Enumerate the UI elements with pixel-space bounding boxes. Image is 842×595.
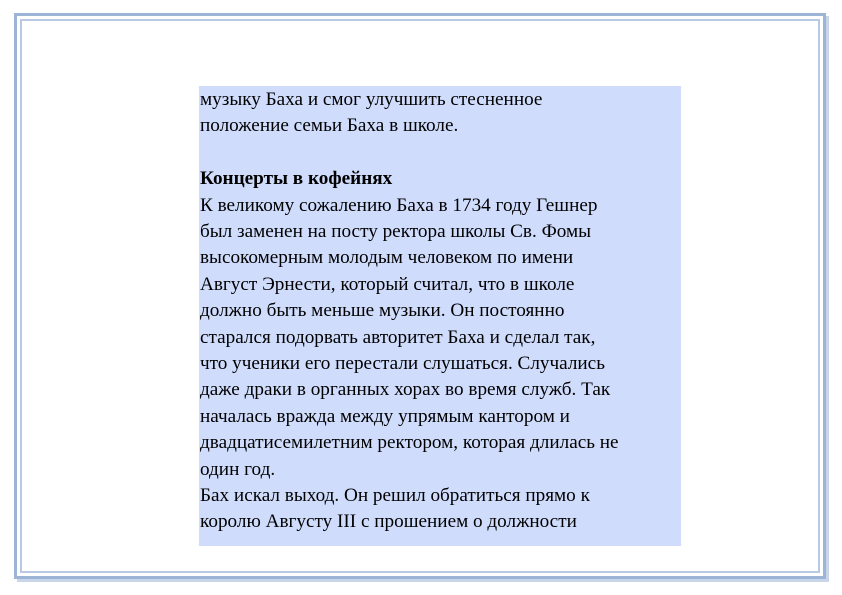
intro-line: положение семьи Баха в школе. (200, 115, 459, 137)
paragraph-spacer (200, 140, 681, 166)
paragraph-line: что ученики его перестали слушаться. Случались (200, 353, 605, 375)
paragraph-line: началась вражда между упрямым кантором и (200, 405, 570, 427)
paragraph-line: Август Эрнести, который считал, что в школе (200, 273, 575, 295)
intro-line: музыку Баха и смог улучшить стесненное (200, 89, 543, 110)
paragraph-line: Бах искал выход. Он решил обратиться прямо к (200, 485, 590, 507)
section-heading: Концерты в кофейнях (200, 168, 393, 190)
paragraph-line: К великому сожалению Баха в 1734 году Гешнер (200, 194, 598, 216)
paragraph-line: один год. (200, 458, 276, 480)
paragraph-line: королю Августу III с прошением о должности (200, 511, 577, 533)
paragraph-line: двадцатисемилетним ректором, которая длилась не (200, 432, 619, 454)
frame-shadow-right (826, 16, 829, 582)
paragraph-line: высокомерным молодым человеком по имени (200, 247, 574, 269)
paragraph-line: старался подорвать авторитет Баха и сделал так, (200, 326, 596, 348)
paragraph-line: был заменен на посту ректора школы Св. Фомы (200, 221, 592, 243)
frame-shadow-bottom (17, 579, 829, 582)
paragraph-line: должно быть меньше музыки. Он постоянно (200, 300, 565, 322)
paragraph-line: даже драки в органных хорах во время служб. Так (200, 379, 611, 401)
text-box (199, 86, 681, 546)
